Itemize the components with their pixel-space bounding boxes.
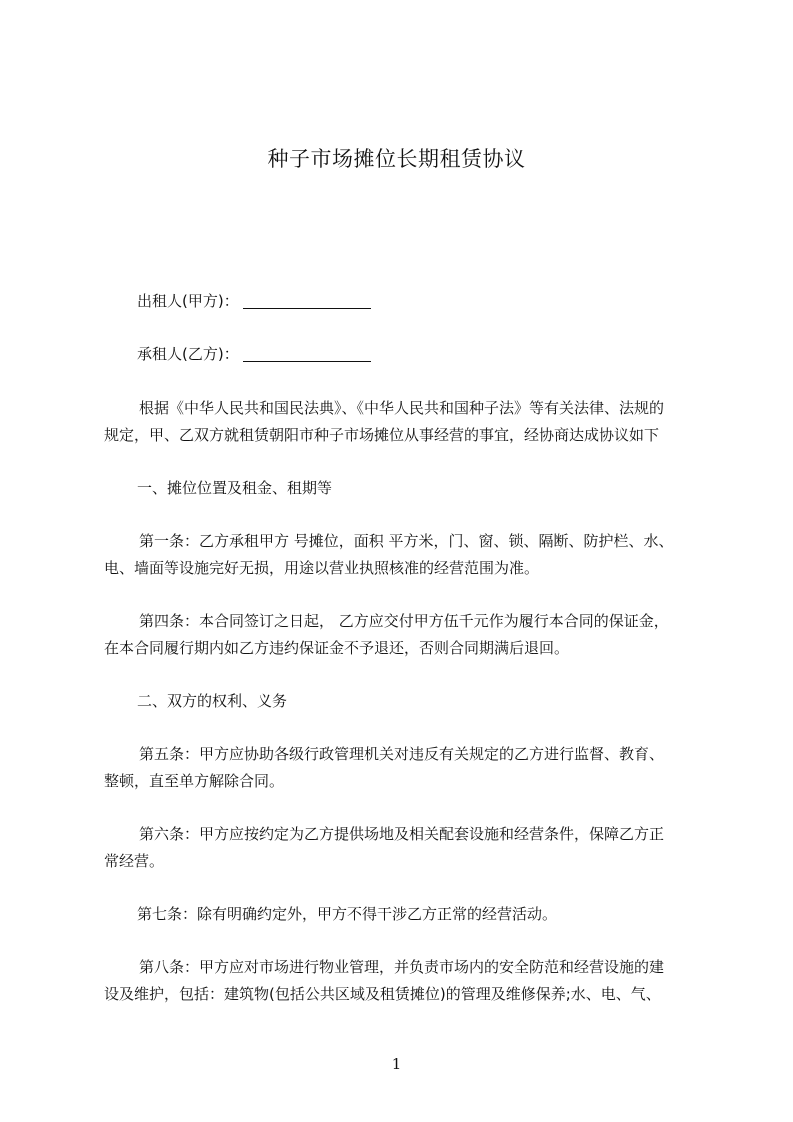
lessee-line [137,344,371,364]
page-number: 1 [391,1055,402,1073]
article5-line-2: 整顿，直至单方解除合同。 [104,772,285,790]
document-title: 种子市场摊位长期租赁协议 [267,147,526,171]
article8-line-1: 第八条：甲方应对市场进行物业管理，并负责市场内的安全防范和经营设施的建 [139,958,665,976]
article5-line-1: 第五条：甲方应协助各级行政管理机关对违反有关规定的乙方进行监督、教育、 [139,745,665,763]
lessee-blank [243,345,371,362]
lessor-blank [243,292,371,309]
lessor-label: 出租人(甲方)： [137,292,239,310]
article8-line-2: 设及维护，包括：建筑物(包括公共区域及租赁摊位)的管理及维修保养;水、电、气、 [104,985,661,1003]
lessee-label: 承租人(乙方)： [137,345,239,363]
article4-line-2: 在本合同履行期内如乙方违约保证金不予退还，否则合同期满后退回。 [104,639,570,657]
article1-line-1: 第一条：乙方承租甲方 号摊位，面积 平方米，门、窗、锁、隔断、防护栏、水、 [139,532,674,550]
lessor-line [137,291,371,311]
section2-heading: 二、双方的权利、义务 [137,692,288,710]
preamble-line-2: 规定，甲、乙双方就租赁朝阳市种子市场摊位从事经营的事宜，经协商达成协议如下 [104,426,660,444]
article4-line-1: 第四条：本合同签订之日起， 乙方应交付甲方伍千元作为履行本合同的保证金， [139,612,669,630]
article1-line-2: 电、墙面等设施完好无损，用途以营业执照核准的经营范围为准。 [104,559,540,577]
preamble-line-1: 根据《中华人民共和国民法典》、《中华人民共和国种子法》等有关法律、法规的 [139,399,665,417]
article6-line-2: 常经营。 [104,852,165,870]
section1-heading: 一、摊位位置及租金、租期等 [137,479,333,497]
article7-line-1: 第七条：除有明确约定外，甲方不得干涉乙方正常的经营活动。 [137,905,558,923]
article6-line-1: 第六条：甲方应按约定为乙方提供场地及相关配套设施和经营条件，保障乙方正 [139,825,665,843]
